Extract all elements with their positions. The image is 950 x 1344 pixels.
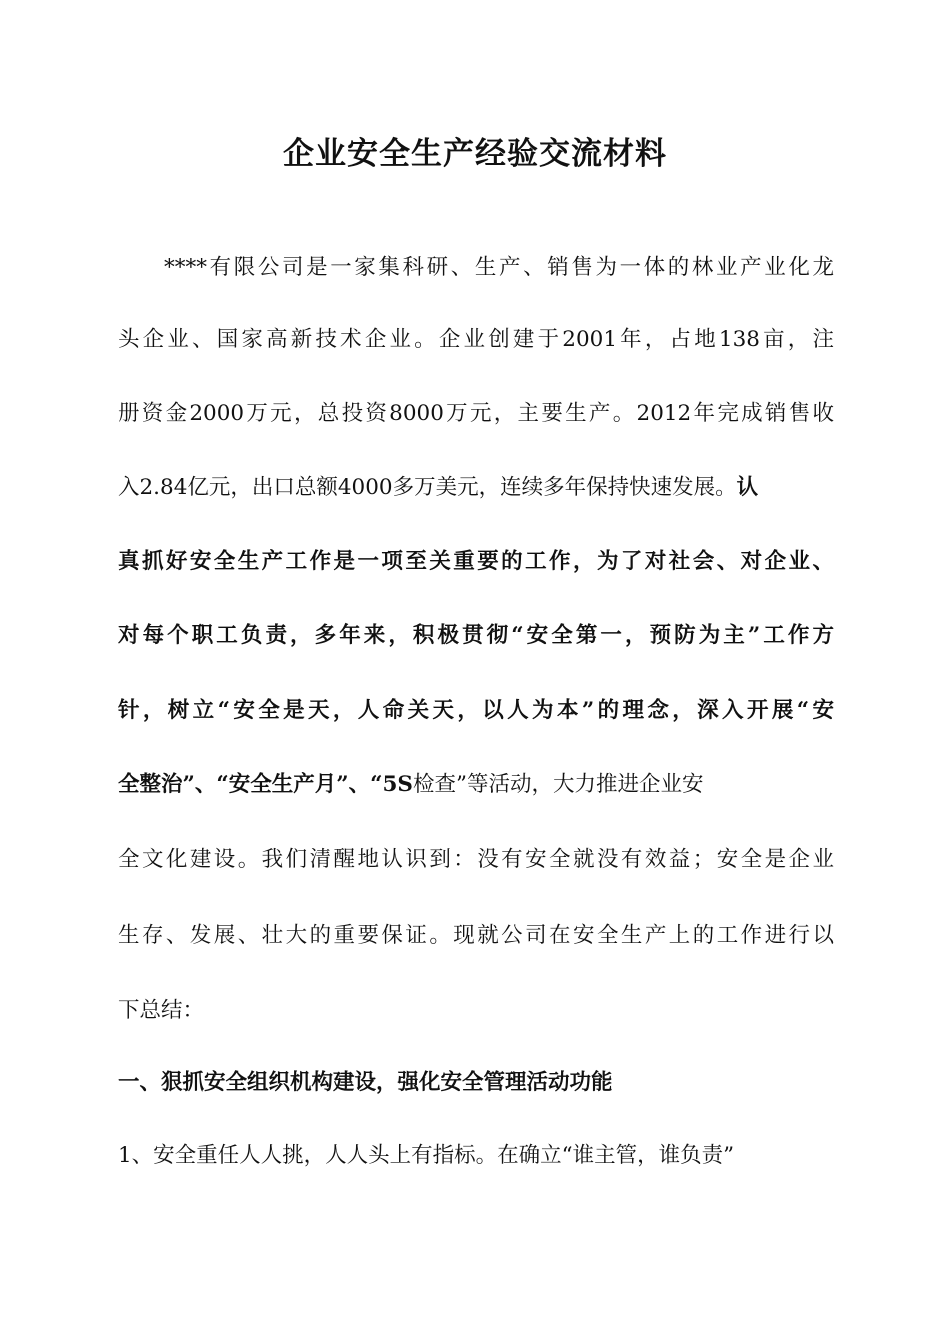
paragraph-line-8 [118, 770, 834, 800]
section-heading: 一、狠抓安全组织机构建设，强化安全管理活动功能 [118, 1070, 613, 1095]
paragraph-line-1: ****有限公司是一家集科研、生产、销售为一体的林业产业化龙 [164, 255, 834, 280]
paragraph-line-6: 对每个职工负责，多年来，积极贯彻“安全第一，预防为主”工作方 [118, 623, 834, 648]
paragraph-line-4-normal: 入2.84亿元，出口总额4000多万美元，连续多年保持快速发展。 [118, 475, 737, 500]
paragraph-line-4 [118, 473, 834, 503]
paragraph-line-10: 生存、发展、壮大的重要保证。现就公司在安全生产上的工作进行以 [118, 923, 834, 948]
paragraph-line-8-bold: 全整治”、“安全生产月”、“5S [118, 772, 413, 797]
paragraph-line-7: 针，树立“安全是天，人命关天，以人为本”的理念，深入开展“安 [118, 698, 834, 723]
paragraph-line-8-normal: 检查”等活动，大力推进企业安 [412, 772, 704, 797]
document-title: 企业安全生产经验交流材料 [283, 136, 667, 172]
list-item-1: 1、安全重任人人挑，人人头上有指标。在确立“谁主管，谁负责” [118, 1143, 735, 1168]
paragraph-line-4-bold: 认 [736, 475, 759, 500]
paragraph-line-5: 真抓好安全生产工作是一项至关重要的工作，为了对社会、对企业、 [118, 549, 834, 574]
paragraph-line-3: 册资金2000万元，总投资8000万元，主要生产。2012年完成销售收 [118, 401, 834, 426]
paragraph-line-11: 下总结： [118, 998, 205, 1023]
paragraph-line-2: 头企业、国家高新技术企业。企业创建于2001年，占地138亩，注 [118, 327, 834, 352]
paragraph-line-9: 全文化建设。我们清醒地认识到：没有安全就没有效益；安全是企业 [118, 847, 834, 872]
